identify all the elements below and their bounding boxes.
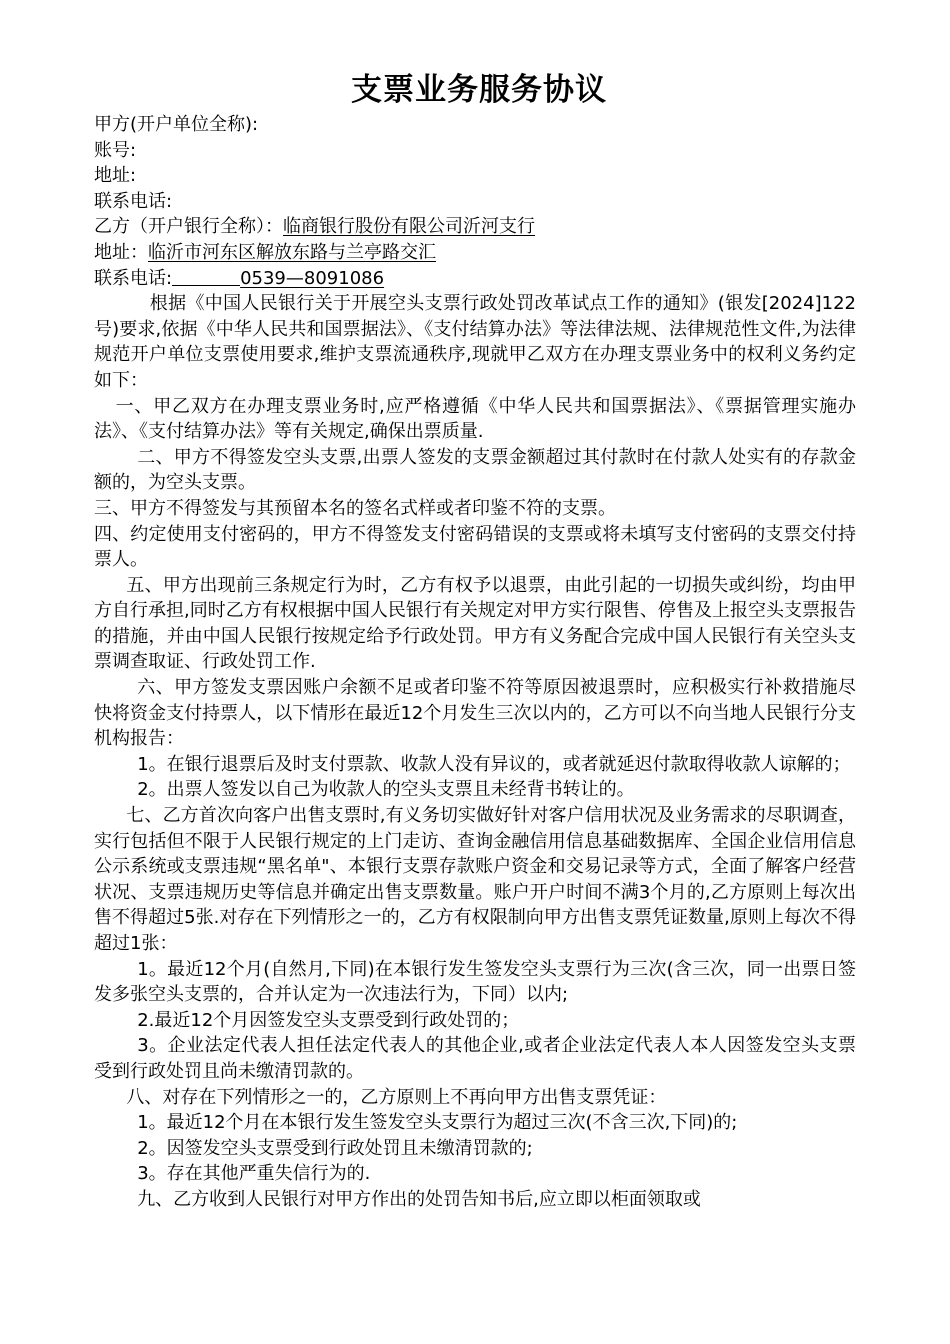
clause-6-item-2: 2。出票人签发以自己为收款人的空头支票且未经背书转让的。 — [137, 779, 635, 801]
document-title: 支票业务服务协议 — [351, 72, 607, 108]
party-a-account-label: 账号: — [94, 139, 137, 161]
clause-8: 八、对存在下列情形之一的，乙方原则上不再向甲方出售支票凭证： — [126, 1086, 667, 1108]
document-page — [94, 68, 856, 1213]
phone-underline-blank — [172, 267, 240, 286]
clause-2: 二、甲方不得签发空头支票,出票人签发的支票金额超过其付款时在付款人处实有的存款金额的，为空头支票。 — [94, 446, 856, 494]
clause-7: 七、乙方首次向客户出售支票时,有义务切实做好针对客户信用状况及业务需求的尽职调查，实行包括但不限于人民银行规定的上门走访、查询金融信用信息基础数据库、全国企业信用信息公示系统或支票违规“黑名单"、本银行支票存款账户资金和交易记录等方式，全面了解客户经营状况、支票违规历史等信息并确定出售支票数量。账户开户时间不满3个月的,乙方原则上每次出售不得超过5张.对存在下列情形之一的，乙方有权限制向甲方出售支票凭证数量,原则上每次不得超过1张： — [94, 805, 856, 954]
clause-3: 三、甲方不得签发与其预留本名的签名式样或者印鉴不符的支票。 — [94, 497, 616, 519]
clause-7-item-2: 2.最近12个月因签发空头支票受到行政处罚的； — [137, 1009, 520, 1031]
party-b-phone-line — [94, 266, 856, 292]
party-b-phone-value: 0539—8091086 — [240, 267, 385, 289]
clause-6-item-1: 1。在银行退票后及时支付票款、收款人没有异议的，或者就延迟付款取得收款人谅解的； — [137, 753, 851, 775]
party-b-address-value: 临沂市河东区解放东路与兰亭路交汇 — [148, 241, 436, 263]
party-b-name-label: 乙方（开户银行全称）： — [94, 216, 283, 238]
clause-4: 四、约定使用支付密码的，甲方不得签发支付密码错误的支票或将未填写支付密码的支票交付持票人。 — [94, 523, 856, 571]
clause-8-item-1: 1。最近12个月在本银行发生签发空头支票行为超过三次(不含三次,下同)的; — [137, 1112, 738, 1134]
party-b-phone-label: 联系电话: — [94, 267, 173, 289]
party-a-block — [94, 112, 856, 214]
clause-8-item-3: 3。存在其他严重失信行为的. — [137, 1163, 371, 1185]
clause-5: 五、甲方出现前三条规定行为时，乙方有权予以退票，由此引起的一切损失或纠纷，均由甲方自行承担,同时乙方有权根据中国人民银行有关规定对甲方实行限售、停售及上报空头支票报告的措施，并由中国人民银行按规定给予行政处罚。甲方有义务配合完成中国人民银行有关空头支票调查取证、行政处罚工作. — [94, 574, 856, 673]
clause-7-item-1: 1。最近12个月(自然月,下同)在本银行发生签发空头支票行为三次(含三次，同一出票日签发多张空头支票的，合并认定为一次违法行为，下同）以内; — [94, 958, 856, 1006]
clause-1: 一、甲乙双方在办理支票业务时,应严格遵循《中华人民共和国票据法》、《票据管理实施办法》、《支付结算办法》等有关规定,确保出票质量. — [94, 395, 856, 443]
party-a-name-label: 甲方(开户单位全称): — [94, 114, 259, 135]
intro-paragraph: 根据《中国人民银行关于开展空头支票行政处罚改革试点工作的通知》(银发[2024]122号)要求,依据《中华人民共和国票据法》、《支付结算办法》等法律法规、法律规范性文件,为法律规范开户单位支票使用要求,维护支票流通秩序,现就甲乙双方在办理支票业务中的权利义务约定如下： — [94, 293, 856, 391]
party-b-name-line — [94, 214, 856, 240]
party-a-phone-label: 联系电话: — [94, 190, 173, 212]
clause-8-item-2: 2。因签发空头支票受到行政处罚且未缴清罚款的; — [137, 1137, 533, 1159]
clause-7-item-3: 3。企业法定代表人担任法定代表人的其他企业,或者企业法定代表人本人因签发空头支票受到行政处罚且尚未缴清罚款的。 — [94, 1035, 856, 1082]
clause-6: 六、甲方签发支票因账户余额不足或者印鉴不符等原因被退票时，应积极实行补救措施尽快将资金支付持票人，以下情形在最近12个月发生三次以内的，乙方可以不向当地人民银行分支机构报告： — [94, 677, 856, 750]
party-b-address-line — [94, 240, 856, 266]
party-b-name-value: 临商银行股份有限公司沂河支行 — [283, 216, 535, 238]
party-a-address-label: 地址: — [94, 165, 137, 187]
party-b-address-label: 地址： — [94, 241, 148, 263]
clause-9: 九、乙方收到人民银行对甲方作出的处罚告知书后,应立即以柜面领取或 — [137, 1188, 701, 1210]
party-b-block — [94, 214, 856, 291]
